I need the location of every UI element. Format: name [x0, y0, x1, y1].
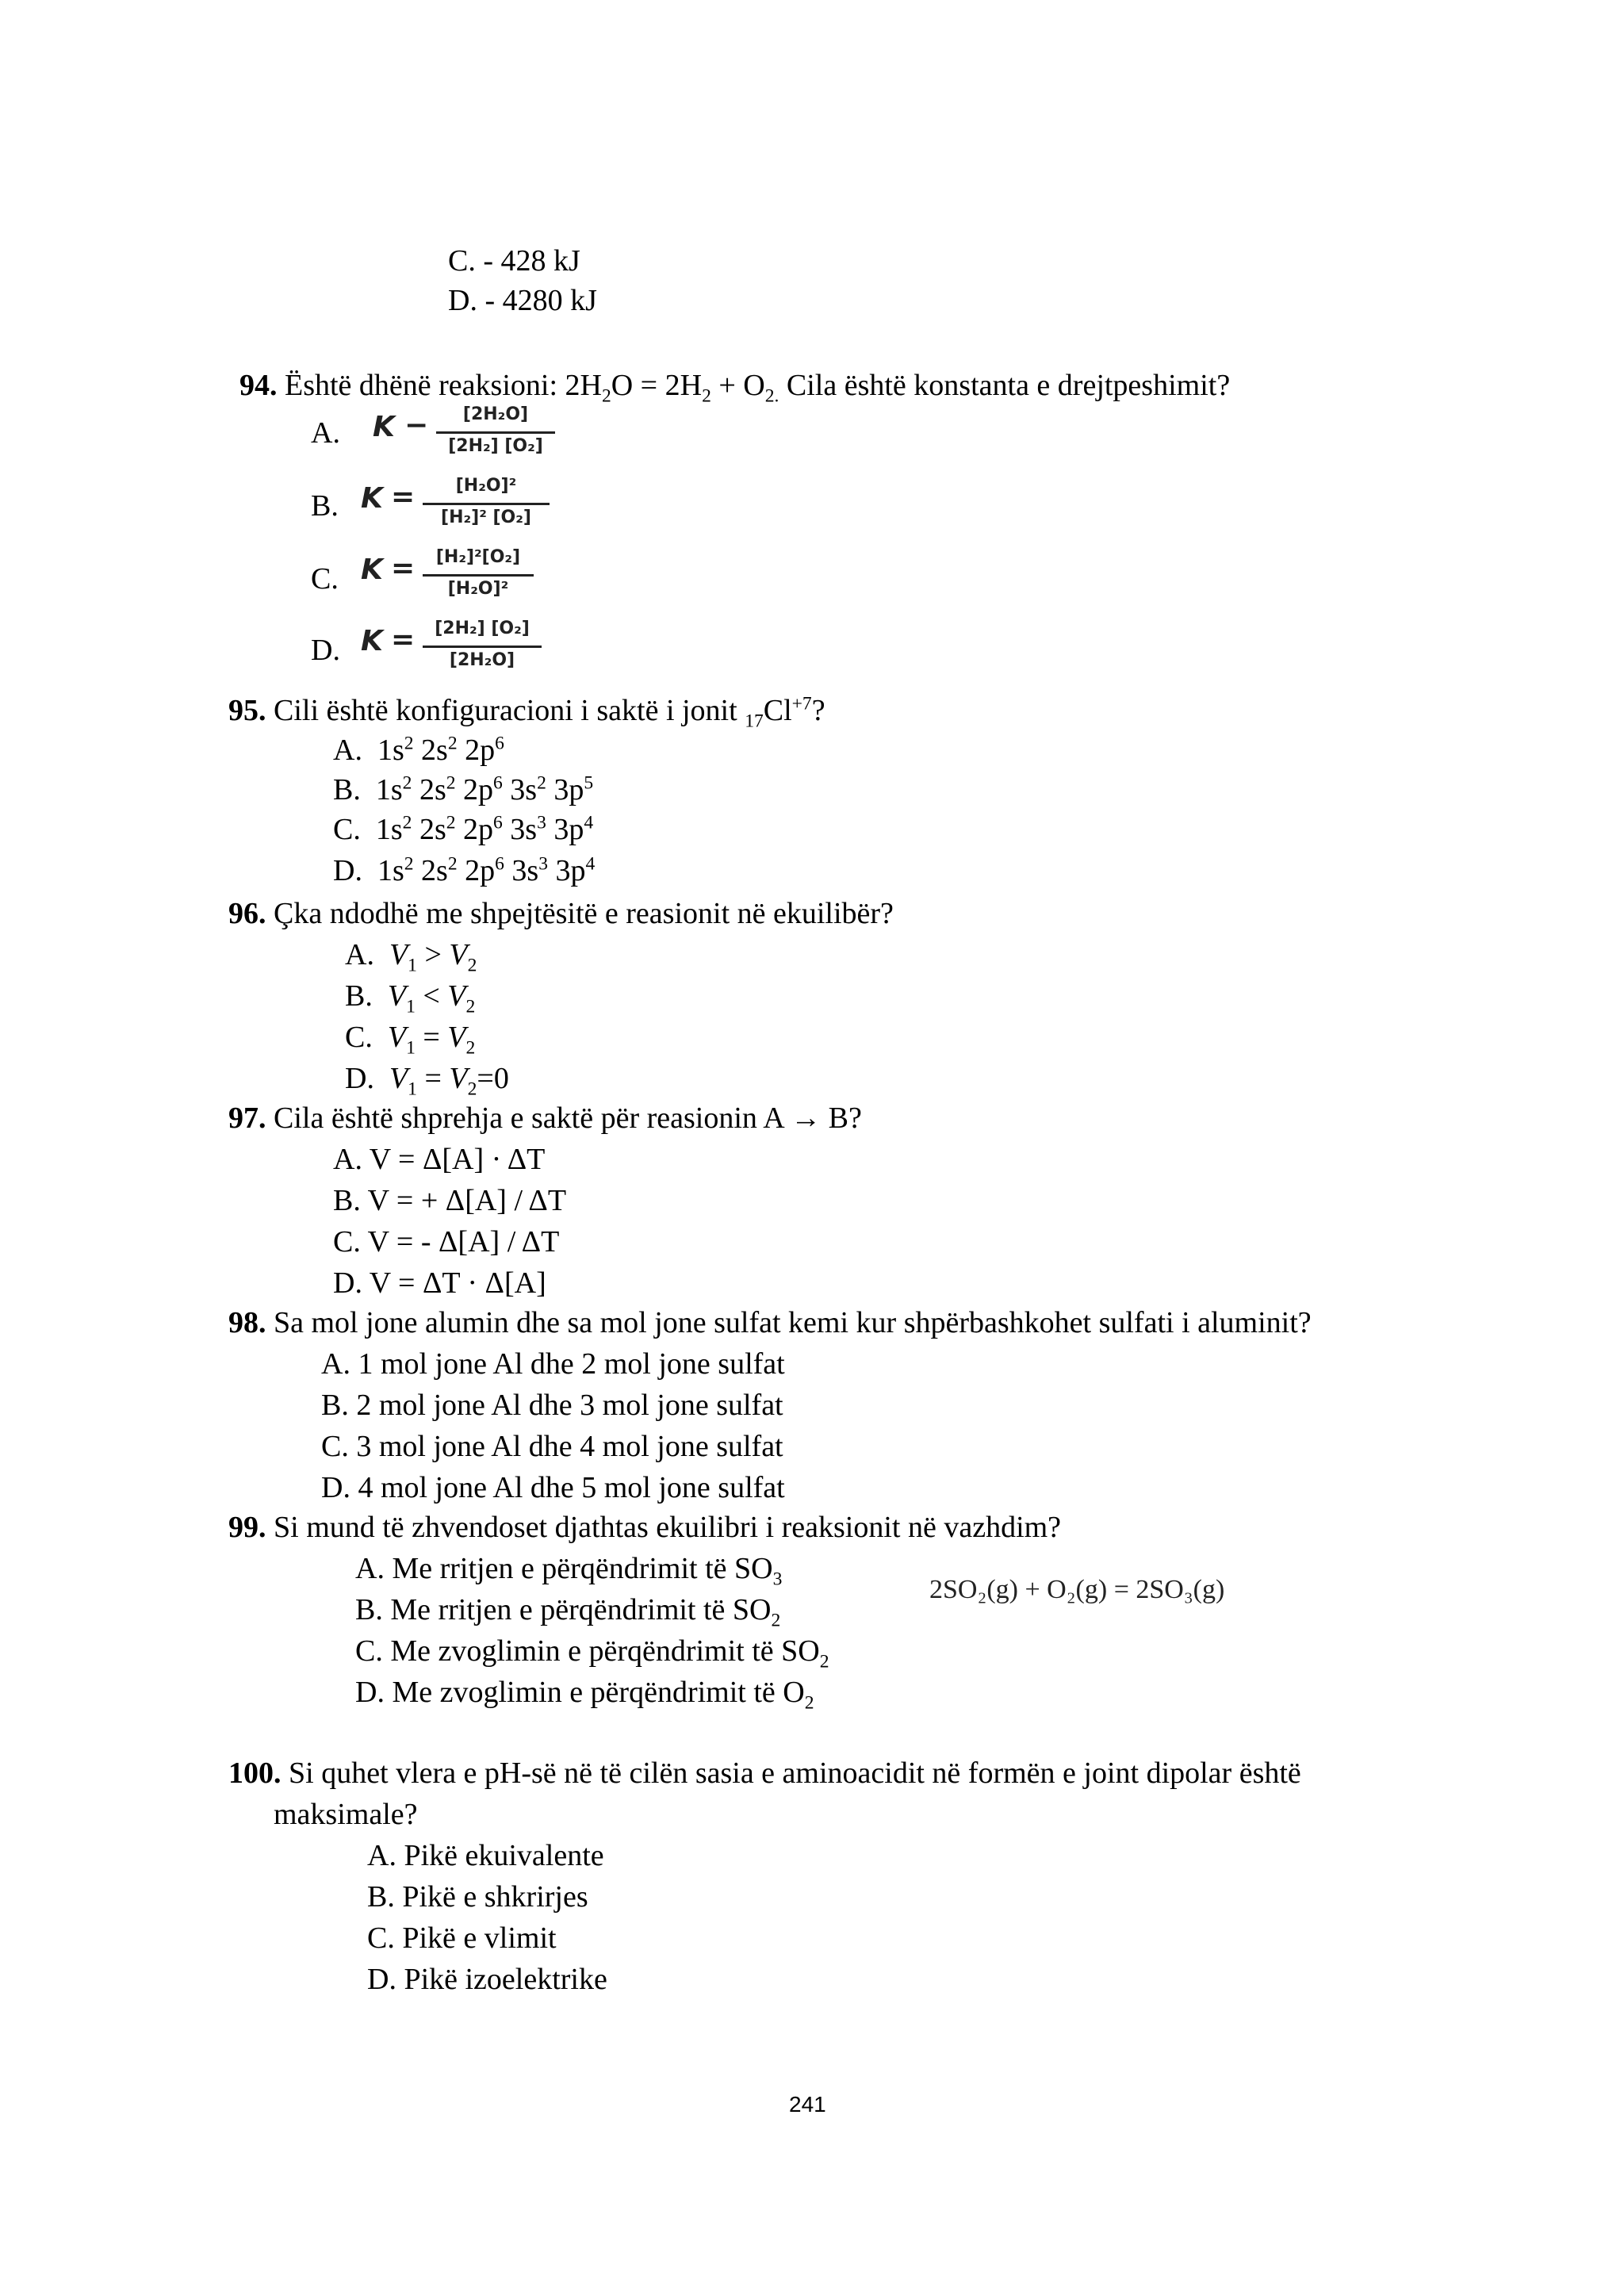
q98-question: 98. Sa mol jone alumin dhe sa mol jone sulfat kemi kur shpërbashkohet sulfati i aluminit? — [228, 1306, 1312, 1339]
q95-option-a: A. $1s^2$ $2s^2$ $2p^6$ — [333, 733, 504, 767]
q100-number: 100. — [228, 1757, 282, 1790]
q99-option-d: D. Me zvoglimin e përqëndrimit të $O_2$ — [355, 1676, 814, 1714]
q97-question: 97. Cila është shprehja e saktë për reasionin A → B? — [228, 1101, 862, 1135]
q96-option-a: A. $V_1 > V_2$ — [345, 938, 477, 976]
q99-option-c: C. Me zvoglimin e përqëndrimit të $SO_2$ — [355, 1634, 829, 1672]
q94-option-a-letter: A. — [311, 416, 340, 450]
q98-option-a: A. 1 mol jone Al dhe 2 mol jone sulfat — [321, 1347, 785, 1381]
q94-option-d-letter: D. — [311, 634, 340, 667]
q99-reaction-equation: 2SO₂(g) + O₂(g) = 2SO₃(g) — [929, 1575, 1225, 1604]
q100-option-c: C. Pikë e vlimit — [367, 1921, 557, 1955]
q97-option-b: B. V = + Δ[A] / ΔT — [333, 1184, 567, 1217]
q94-option-c-formula: K = [H₂]²[O₂] [H₂O]² — [361, 547, 551, 607]
q98-option-c: C. 3 mol jone Al dhe 4 mol jone sulfat — [321, 1430, 783, 1463]
q94-option-b-formula: K = [H₂O]² [H₂]² [O₂] — [361, 476, 551, 536]
q94-option-b-letter: B. — [311, 489, 339, 523]
q99-number: 99. — [228, 1511, 266, 1544]
q100-option-d: D. Pikë izoelektrike — [367, 1963, 607, 1996]
q95-option-b: B. $1s^2$ $2s^2$ $2p^6$ $3s^2$ $3p^5$ — [333, 772, 594, 806]
q99-option-b: B. Me rritjen e përqëndrimit të $SO_2$ — [355, 1593, 781, 1631]
q100-question: 100. Si quhet vlera e pH-së në të cilën sasia e aminoacidit në formën e joint dipolar është — [228, 1757, 1301, 1790]
q100-question-continued: maksimale? — [274, 1798, 418, 1831]
q96-option-b: B. $V_1 < V_2$ — [345, 979, 476, 1017]
q97-option-d: D. V = ΔT · Δ[A] — [333, 1266, 546, 1300]
q93-option-c: C. - 428 kJ — [448, 244, 580, 278]
q97-option-c: C. V = - Δ[A] / ΔT — [333, 1225, 560, 1259]
q94-option-d-formula: K = [2H₂] [O₂] [2H₂O] — [361, 619, 551, 679]
q96-option-d: D. $V_1 = V_2=0$ — [345, 1062, 509, 1100]
q95-question: 95. Cili është konfiguracioni i saktë i jonit $_{17}Cl^{+7}$? — [228, 693, 825, 732]
page-number: 241 — [789, 2092, 826, 2117]
q94-number: 94. — [239, 369, 278, 402]
q93-option-d: D. - 4280 kJ — [448, 284, 597, 317]
q95-number: 95. — [228, 694, 266, 727]
q94-option-a-formula: K − [2H₂O] [2H₂] [O₂] — [373, 404, 563, 465]
q95-option-d: D. $1s^2$ $2s^2$ $2p^6$ $3s^3$ $3p^4$ — [333, 853, 596, 887]
q97-option-a: A. V = Δ[A] · ΔT — [333, 1143, 546, 1176]
q100-option-b: B. Pikë e shkrirjes — [367, 1880, 588, 1914]
q99-question: 99. Si mund të zhvendoset djathtas ekuilibri i reaksionit në vazhdim? — [228, 1511, 1062, 1544]
q98-option-d: D. 4 mol jone Al dhe 5 mol jone sulfat — [321, 1471, 785, 1504]
q99-option-a: A. Me rritjen e përqëndrimit të $SO_3$ — [355, 1552, 783, 1590]
q94-question: 94. Është dhënë reaksioni: $2H_2O = 2H_2 + O_{2.}$ Cila është konstanta e drejtpeshimit? — [239, 369, 1231, 407]
q96-number: 96. — [228, 897, 266, 930]
q97-number: 97. — [228, 1101, 266, 1135]
q98-option-b: B. 2 mol jone Al dhe 3 mol jone sulfat — [321, 1389, 783, 1422]
q98-number: 98. — [228, 1306, 266, 1339]
q95-option-c: C. $1s^2$ $2s^2$ $2p^6$ $3s^3$ $3p^4$ — [333, 812, 594, 846]
q100-option-a: A. Pikë ekuivalente — [367, 1839, 604, 1872]
q96-question: 96. Çka ndodhë me shpejtësitë e reasionit në ekuilibër? — [228, 897, 894, 930]
q94-option-c-letter: C. — [311, 562, 339, 596]
q96-option-c: C. $V_1 = V_2$ — [345, 1021, 476, 1059]
